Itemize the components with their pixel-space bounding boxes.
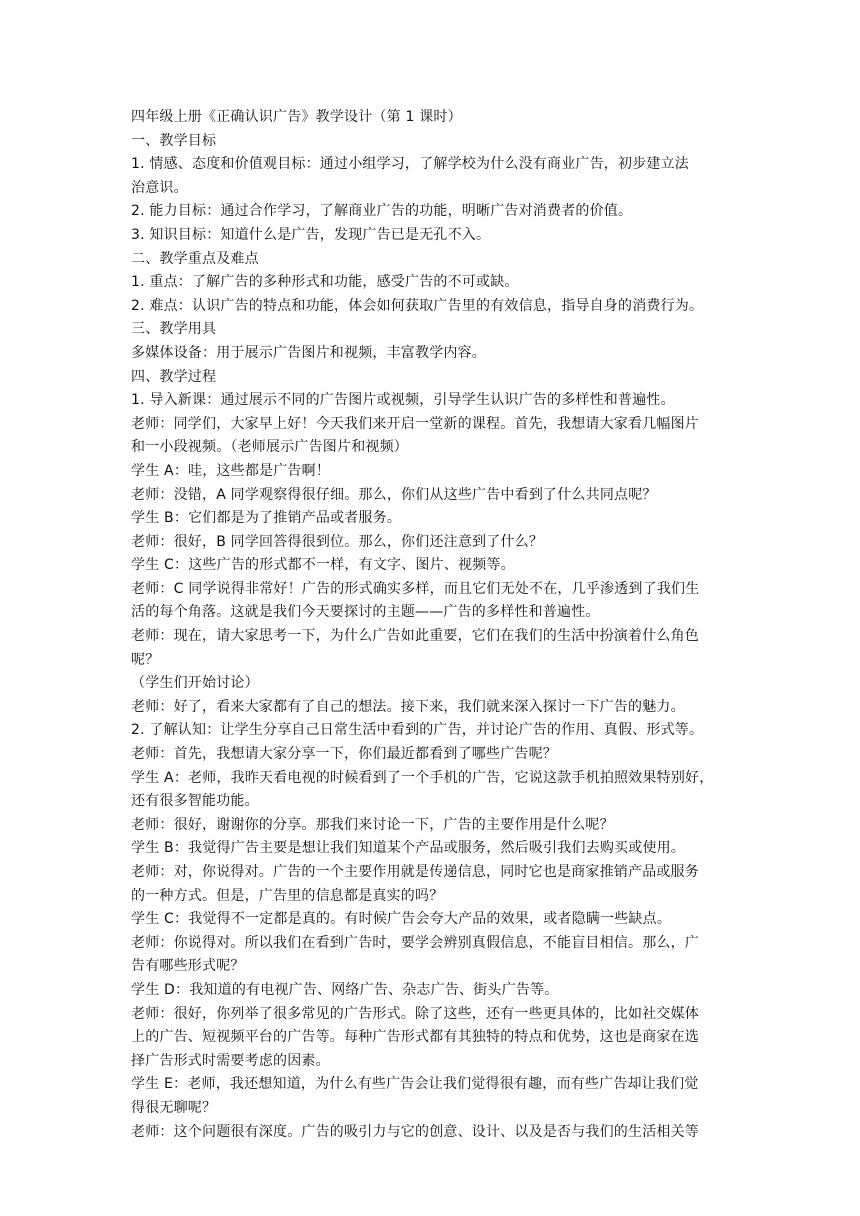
text-line: 老师：首先，我想请大家分享一下，你们最近都看到了哪些广告呢？ xyxy=(131,746,557,763)
text-line: 老师：没错，A 同学观察得很仔细。那么，你们从这些广告中看到了什么共同点呢？ xyxy=(131,486,657,503)
text-line: 3. 知识目标：知道什么是广告，发现广告已是无孔不入。 xyxy=(131,226,491,243)
text-line: 四、教学过程 xyxy=(131,368,217,385)
text-line: 老师：很好，谢谢你的分享。那我们来讨论一下，广告的主要作用是什么呢？ xyxy=(131,816,614,833)
text-line: 学生 C：这些广告的形式都不一样，有文字、图片、视频等。 xyxy=(131,557,515,574)
text-line: 学生 B：它们都是为了推销产品或者服务。 xyxy=(131,510,402,527)
text-line: 老师：好了，看来大家都有了自己的想法。接下来，我们就来深入探讨一下广告的魅力。 xyxy=(131,698,685,715)
text-line: 二、教学重点及难点 xyxy=(131,250,259,267)
document-title: 四年级上册《正确认识广告》教学设计（第 1 课时） xyxy=(131,109,462,125)
text-line: 老师：你说得对。所以我们在看到广告时，要学会辨别真假信息，不能盲目相信。那么，广 xyxy=(131,934,699,951)
text-line: 活的每个角落。这就是我们今天要探讨的主题——广告的多样性和普遍性。 xyxy=(131,604,600,621)
text-line: 学生 A：哇，这些都是广告啊！ xyxy=(131,462,331,479)
text-line: 2. 难点：认识广告的特点和功能，体会如何获取广告里的有效信息，指导自身的消费行为。 xyxy=(131,297,704,314)
text-line: 一、教学目标 xyxy=(131,132,217,149)
text-line: 2. 能力目标：通过合作学习，了解商业广告的功能，明晰广告对消费者的价值。 xyxy=(131,203,633,220)
text-line: 上的广告、短视频平台的广告等。每种广告形式都有其独特的特点和优势，这也是商家在选 xyxy=(131,1029,699,1046)
text-line: 学生 C：我觉得不一定都是真的。有时候广告会夸大产品的效果，或者隐瞒一些缺点。 xyxy=(131,911,672,928)
text-line: 多媒体设备：用于展示广告图片和视频，丰富教学内容。 xyxy=(131,344,486,361)
text-line: 呢？ xyxy=(131,651,160,668)
text-line: 老师：很好，你列举了很多常见的广告形式。除了这些，还有一些更具体的，比如社交媒体 xyxy=(131,1005,699,1022)
text-line: 学生 E：老师，我还想知道，为什么有些广告会让我们觉得很有趣，而有些广告却让我们觉 xyxy=(131,1076,699,1093)
text-line: 老师：对，你说得对。广告的一个主要作用就是传递信息，同时它也是商家推销产品或服务 xyxy=(131,864,699,880)
text-line: 和一小段视频。（老师展示广告图片和视频） xyxy=(131,439,408,456)
text-line: 学生 D：我知道的有电视广告、网络广告、杂志广告、街头广告等。 xyxy=(131,981,559,998)
text-line: 老师：C 同学说得非常好！广告的形式确实多样，而且它们无处不在，几乎渗透到了我们生 xyxy=(131,580,700,597)
text-line: 1. 重点：了解广告的多种形式和功能，感受广告的不可或缺。 xyxy=(131,274,519,291)
text-line: 得很无聊呢？ xyxy=(131,1099,217,1116)
text-line: 2. 了解认知：让学生分享自己日常生活中看到的广告，并讨论广告的作用、真假、形式等。 xyxy=(131,722,704,739)
text-line: 学生 B：我觉得广告主要是想让我们知道某个产品或服务，然后吸引我们去购买或使用。 xyxy=(131,840,686,857)
text-line: 1. 情感、态度和价值观目标：通过小组学习，了解学校为什么没有商业广告，初步建立法 xyxy=(131,156,690,173)
text-line: 治意识。 xyxy=(131,179,188,196)
text-line: 1. 导入新课：通过展示不同的广告图片或视频，引导学生认识广告的多样性和普遍性。 xyxy=(131,392,675,409)
text-line: 择广告形式时需要考虑的因素。 xyxy=(131,1052,330,1069)
text-line: 老师：同学们，大家早上好！今天我们来开启一堂新的课程。首先，我想请大家看几幅图片 xyxy=(131,415,699,432)
text-line: （学生们开始讨论） xyxy=(131,675,259,692)
text-line: 老师：很好，B 同学回答得很到位。那么，你们还注意到了什么？ xyxy=(131,533,544,550)
text-line: 还有很多智能功能。 xyxy=(131,793,259,810)
text-line: 的一种方式。但是，广告里的信息都是真实的吗？ xyxy=(131,887,444,904)
text-line: 老师：这个问题很有深度。广告的吸引力与它的创意、设计、以及是否与我们的生活相关等 xyxy=(131,1123,699,1140)
text-line: 三、教学用具 xyxy=(131,321,217,338)
text-line: 老师：现在，请大家思考一下，为什么广告如此重要，它们在我们的生活中扮演着什么角色 xyxy=(131,628,699,645)
text-line: 学生 A：老师，我昨天看电视的时候看到了一个手机的广告，它说这款手机拍照效果特别好， xyxy=(131,769,714,786)
text-line: 告有哪些形式呢？ xyxy=(131,958,245,975)
